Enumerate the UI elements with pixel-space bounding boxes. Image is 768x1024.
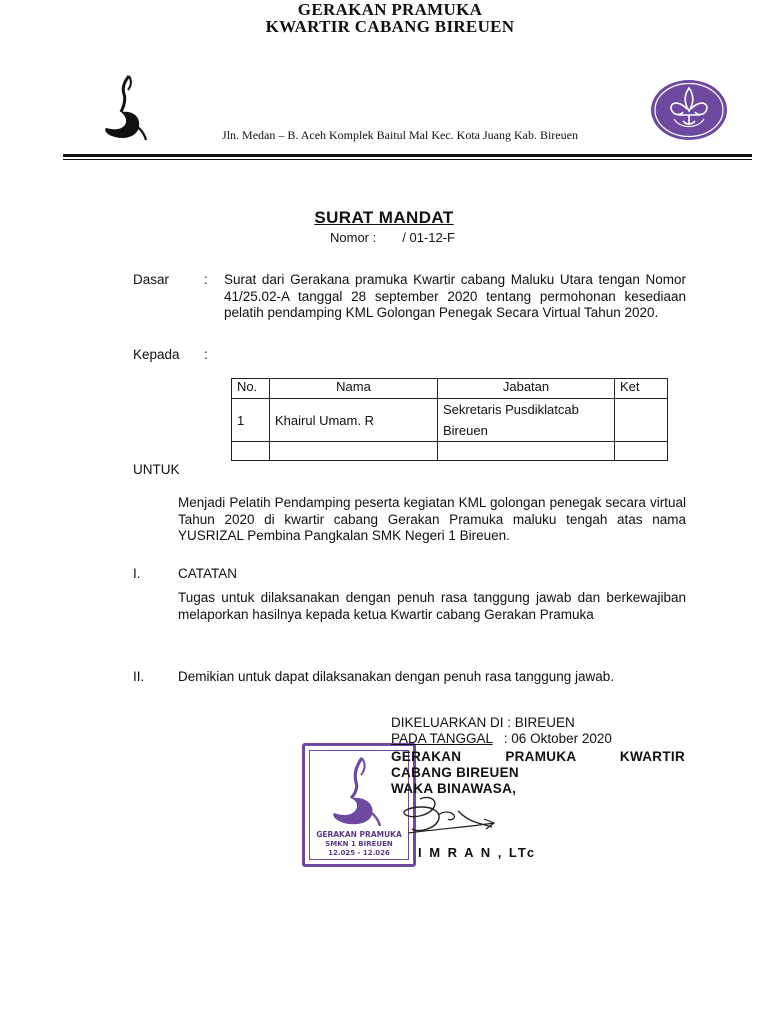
header-jabatan: Jabatan bbox=[438, 379, 615, 399]
document-title-text: SURAT MANDAT bbox=[314, 208, 454, 227]
signer-organization-line1: GERAKAN PRAMUKA KWARTIR bbox=[391, 749, 685, 764]
header-divider-thick bbox=[63, 154, 752, 157]
issued-date bbox=[391, 731, 612, 746]
stamp-tunas-kelapa-icon bbox=[329, 756, 385, 828]
cell-ket bbox=[615, 399, 668, 442]
stamp-line1: GERAKAN PRAMUKA bbox=[316, 830, 402, 839]
header-divider-thin bbox=[63, 159, 752, 160]
demikian-number: II. bbox=[133, 669, 145, 684]
recipients-table bbox=[231, 378, 668, 461]
cell-ket bbox=[615, 442, 668, 461]
wosm-fleur-de-lis-icon bbox=[650, 79, 728, 141]
document-number-value: / 01-12-F bbox=[402, 230, 455, 245]
handwritten-signature-icon bbox=[398, 793, 498, 848]
document-title bbox=[0, 208, 768, 228]
header-no: No. bbox=[232, 379, 270, 399]
catatan-number: I. bbox=[133, 566, 141, 581]
issued-date-label: PADA TANGGAL bbox=[391, 731, 493, 746]
stamp-line2: SMKN 1 BIREUEN bbox=[325, 840, 393, 848]
cell-no: 1 bbox=[232, 399, 270, 442]
cell-nama bbox=[270, 442, 438, 461]
org-name-line1: GERAKAN PRAMUKA bbox=[297, 0, 483, 19]
org-address: Jln. Medan – B. Aceh Komplek Baitul Mal Kec. Kota Juang Kab. Bireuen bbox=[222, 128, 578, 142]
cell-jabatan-line1: Sekretaris Pusdiklatcab bbox=[443, 402, 579, 417]
dasar-colon: : bbox=[204, 272, 208, 287]
document-number-label: Nomor : bbox=[330, 230, 377, 245]
cell-jabatan-line2: Bireuen bbox=[443, 423, 488, 438]
issued-place: DIKELUARKAN DI : BIREUEN bbox=[391, 715, 575, 730]
tunas-kelapa-logo-icon bbox=[102, 72, 150, 144]
signer-role: WAKA BINAWASA, bbox=[391, 781, 517, 796]
dasar-text: Surat dari Gerakana pramuka Kwartir cabang Maluku Utara tengan Nomor 41/25.02-A tanggal 28 september 2020 tentang permohonan kesediaan pelatih pendamping KML Golongan Penegak Secara Virtual Tahun 2020. bbox=[224, 272, 686, 320]
cell-nama: Khairul Umam. R bbox=[270, 399, 438, 442]
demikian-text: Demikian untuk dapat dilaksanakan dengan penuh rasa tanggung jawab. bbox=[178, 669, 615, 684]
untuk-label: UNTUK bbox=[133, 462, 180, 477]
org-name-line2: KWARTIR CABANG BIREUEN bbox=[265, 17, 515, 36]
untuk-text: Menjadi Pelatih Pendamping peserta kegiatan KML golongan penegak secara virtual Tahun 2020 di kwartir cabang Gerakan Pramuka maluku tengah atas nama YUSRIZAL Pembina Pangkalan SMK Negeri 1 Bireuen. bbox=[178, 495, 686, 543]
cell-jabatan bbox=[438, 442, 615, 461]
cell-no bbox=[232, 442, 270, 461]
header-ket: Ket bbox=[615, 379, 668, 399]
header-nama: Nama bbox=[270, 379, 438, 399]
issued-date-value: : 06 Oktober 2020 bbox=[492, 731, 612, 746]
table-row bbox=[232, 399, 668, 442]
stamp-line3: 12.025 - 12.026 bbox=[328, 849, 390, 857]
table-row bbox=[232, 442, 668, 461]
table-header-row bbox=[232, 379, 668, 399]
signer-name: I M R A N , LTc bbox=[418, 845, 537, 860]
catatan-text: Tugas untuk dilaksanakan dengan penuh rasa tanggung jawab dan berkewajiban melaporkan hasilnya kepada ketua Kwartir cabang Gerakan Pramuka bbox=[178, 590, 686, 622]
catatan-heading: CATATAN bbox=[178, 566, 237, 581]
document-number bbox=[330, 230, 455, 245]
cell-jabatan bbox=[438, 399, 615, 442]
dasar-label: Dasar bbox=[133, 272, 170, 287]
signer-organization-line2: CABANG BIREUEN bbox=[391, 765, 519, 780]
kepada-colon: : bbox=[204, 347, 208, 362]
kepada-label: Kepada bbox=[133, 347, 180, 362]
